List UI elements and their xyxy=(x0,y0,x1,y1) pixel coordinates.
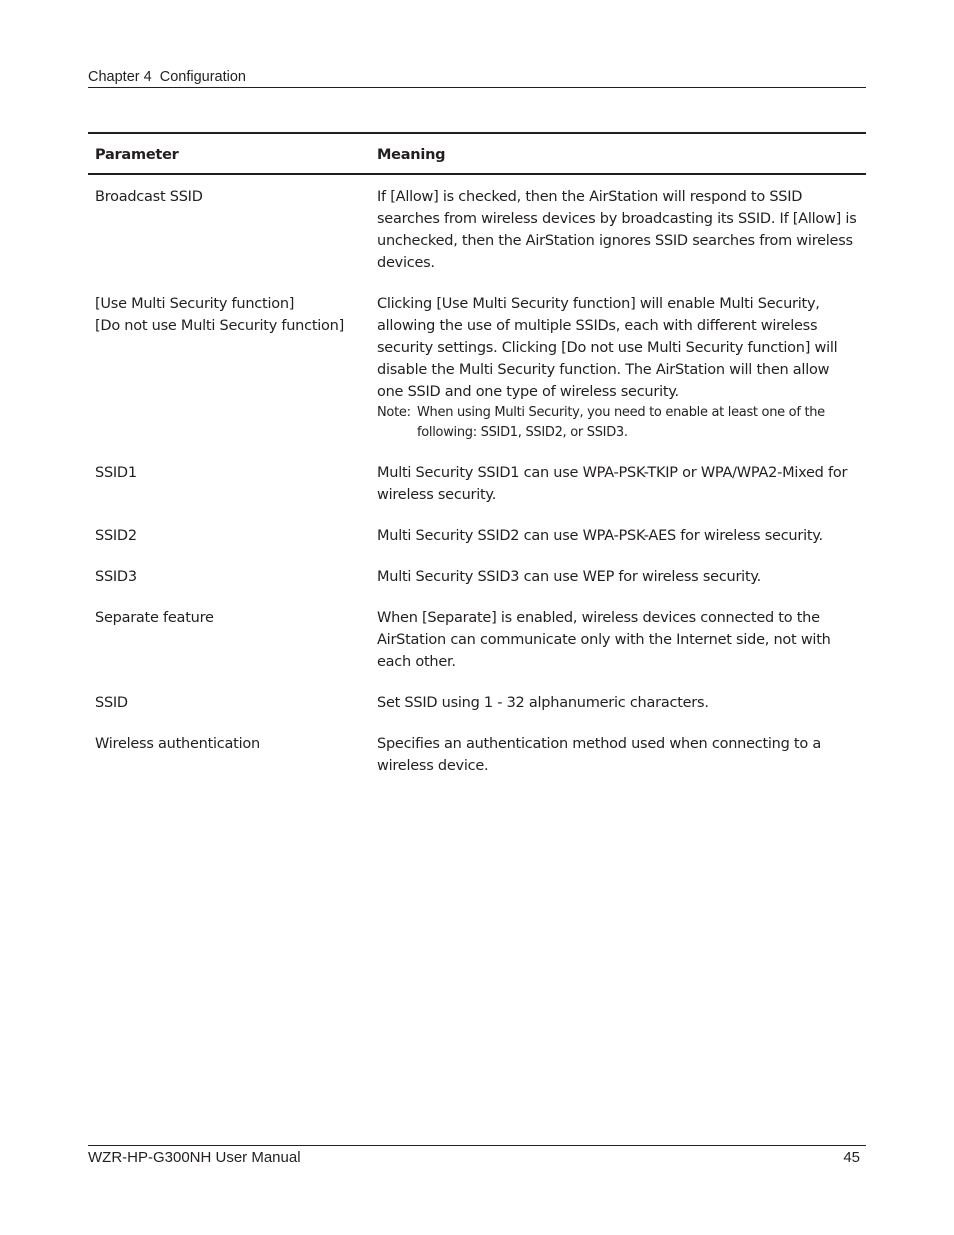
meaning-cell xyxy=(377,452,866,515)
meaning-text: devices. xyxy=(377,255,435,271)
parameter-cell xyxy=(88,174,377,283)
table-row xyxy=(88,515,866,556)
meaning-text: Clicking [Use Multi Security function] will enable Multi Security, xyxy=(377,296,820,312)
parameter-cell xyxy=(88,597,377,682)
table-header-row xyxy=(88,133,866,174)
parameter-cell xyxy=(88,556,377,597)
meaning-text: AirStation can communicate only with the Internet side, not with xyxy=(377,632,831,648)
column-header-meaning: Meaning xyxy=(377,147,446,163)
table-row xyxy=(88,452,866,515)
parameter-text: [Use Multi Security function] xyxy=(95,296,295,312)
parameter-text: SSID3 xyxy=(95,569,137,585)
meaning-cell xyxy=(377,174,866,283)
meaning-text: each other. xyxy=(377,654,456,670)
note-text: following: SSID1, SSID2, or SSID3. xyxy=(417,425,628,440)
table-body xyxy=(88,174,866,786)
parameter-cell xyxy=(88,452,377,515)
parameter-cell xyxy=(88,723,377,786)
meaning-text: Set SSID using 1 - 32 alphanumeric characters. xyxy=(377,695,709,711)
running-header xyxy=(88,67,866,88)
meaning-text: wireless security. xyxy=(377,487,497,503)
manual-title: WZR-HP-G300NH User Manual xyxy=(88,1149,301,1166)
meaning-text: wireless device. xyxy=(377,758,489,774)
parameter-text: SSID xyxy=(95,695,128,711)
note-label: Note: xyxy=(377,405,411,420)
note-text: When using Multi Security, you need to enable at least one of the xyxy=(417,405,825,420)
table-row xyxy=(88,682,866,723)
table-row xyxy=(88,174,866,283)
table-row xyxy=(88,723,866,786)
table-row xyxy=(88,556,866,597)
meaning-cell xyxy=(377,597,866,682)
meaning-cell xyxy=(377,283,866,452)
meaning-text: searches from wireless devices by broadcasting its SSID. If [Allow] is xyxy=(377,211,857,227)
chapter-label: Chapter 4 xyxy=(88,69,152,85)
meaning-text: allowing the use of multiple SSIDs, each with different wireless xyxy=(377,318,818,334)
meaning-cell xyxy=(377,682,866,723)
column-header-parameter: Parameter xyxy=(95,147,179,163)
parameter-cell xyxy=(88,283,377,452)
meaning-text: unchecked, then the AirStation ignores SSID searches from wireless xyxy=(377,233,853,249)
meaning-text: disable the Multi Security function. The AirStation will then allow xyxy=(377,362,830,378)
parameter-text: Broadcast SSID xyxy=(95,189,203,205)
meaning-text: Multi Security SSID2 can use WPA-PSK-AES for wireless security. xyxy=(377,528,823,544)
meaning-text: one SSID and one type of wireless security. xyxy=(377,384,679,400)
note-block xyxy=(377,403,858,443)
meaning-cell xyxy=(377,723,866,786)
parameter-text: SSID2 xyxy=(95,528,137,544)
meaning-text: Specifies an authentication method used when connecting to a xyxy=(377,736,821,752)
parameter-cell xyxy=(88,515,377,556)
meaning-text: If [Allow] is checked, then the AirStation will respond to SSID xyxy=(377,189,803,205)
meaning-cell xyxy=(377,515,866,556)
table-header xyxy=(88,133,866,174)
parameter-text: Wireless authentication xyxy=(95,736,260,752)
page-number: 45 xyxy=(843,1149,860,1166)
table-row xyxy=(88,597,866,682)
running-footer xyxy=(88,1145,866,1169)
table-row xyxy=(88,283,866,452)
meaning-text: When [Separate] is enabled, wireless devices connected to the xyxy=(377,610,820,626)
parameter-text: [Do not use Multi Security function] xyxy=(95,318,345,334)
meaning-text: Multi Security SSID3 can use WEP for wireless security. xyxy=(377,569,762,585)
meaning-text: Multi Security SSID1 can use WPA-PSK-TKIP or WPA/WPA2-Mixed for xyxy=(377,465,848,481)
parameter-text: SSID1 xyxy=(95,465,137,481)
parameter-table xyxy=(88,132,866,786)
section-title: Configuration xyxy=(159,69,246,85)
parameter-cell xyxy=(88,682,377,723)
parameter-text: Separate feature xyxy=(95,610,214,626)
meaning-cell xyxy=(377,556,866,597)
meaning-text: security settings. Clicking [Do not use Multi Security function] will xyxy=(377,340,838,356)
